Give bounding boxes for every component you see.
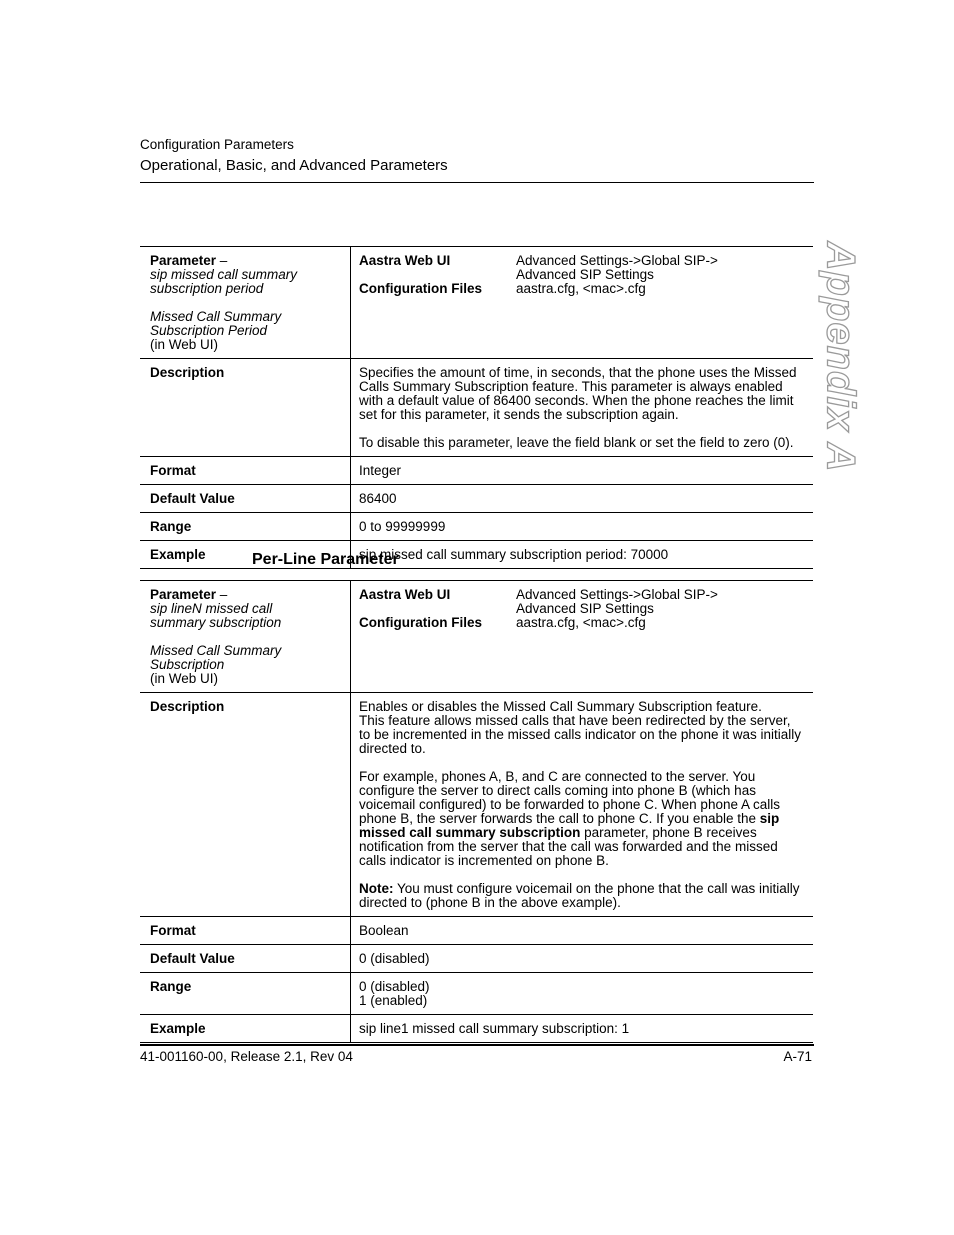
description-line: to be incremented in the missed calls indicator on the phone it was initially <box>359 727 801 742</box>
footer-divider <box>140 1044 814 1046</box>
example-value: sip missed call summary subscription period: 70000 <box>351 541 814 569</box>
aastra-web-ui-path-line: Advanced SIP Settings <box>516 267 654 282</box>
appendix-side-tab-label: Appendix A <box>818 241 863 473</box>
range-value: 1 (enabled) <box>359 993 428 1008</box>
appendix-side-tab <box>818 241 863 473</box>
note-line <box>359 882 803 896</box>
parameter-cell <box>140 581 351 693</box>
description-param-ref: missed call summary subscription <box>359 825 581 840</box>
table-row-parameter <box>140 247 813 359</box>
webui-name-line: Subscription Period <box>150 323 268 338</box>
aastra-web-ui-label: Aastra Web UI <box>359 587 451 602</box>
description-line: For example, phones A, B, and C are connected to the server. You <box>359 769 756 784</box>
description-text: phone B, the server forwards the call to phone C. If you enable the <box>359 811 760 826</box>
page-number: A-71 <box>783 1049 812 1064</box>
table-row-range <box>140 973 813 1015</box>
description-line: To disable this parameter, leave the field blank or set the field to zero (0). <box>359 435 794 450</box>
parameter-label: Parameter <box>150 587 217 602</box>
running-header-section: Configuration Parameters <box>140 137 294 152</box>
default-value-label: Default Value <box>140 945 351 973</box>
webui-name-line: Subscription <box>150 657 225 672</box>
description-line: directed to. <box>359 741 426 756</box>
description-cell <box>351 693 814 917</box>
example-label: Example <box>140 541 351 569</box>
table-row-format <box>140 917 813 945</box>
table-row-range <box>140 513 813 541</box>
parameter-name-line: sip lineN missed call <box>150 601 273 616</box>
description-line: Specifies the amount of time, in seconds, that the phone uses the Missed <box>359 365 797 380</box>
aastra-web-ui-path-line: Advanced SIP Settings <box>516 601 654 616</box>
running-header-subsection: Operational, Basic, and Advanced Parameters <box>140 157 448 174</box>
description-line: set for this parameter, it sends the subscription again. <box>359 407 679 422</box>
default-value-label: Default Value <box>140 485 351 513</box>
format-label: Format <box>140 917 351 945</box>
description-param-ref: sip <box>759 811 780 826</box>
format-value: Boolean <box>351 917 814 945</box>
aastra-web-ui-path-line: Advanced Settings->Global SIP-> <box>516 253 718 268</box>
description-text: parameter, phone B receives <box>580 825 757 840</box>
description-line: Calls Summary Subscription feature. This parameter is always enabled <box>359 379 783 394</box>
description-line: This feature allows missed calls that have been redirected by the server, <box>359 713 791 728</box>
description-label: Description <box>140 359 351 457</box>
range-cell <box>351 973 814 1015</box>
config-files-value: aastra.cfg, <mac>.cfg <box>516 615 646 630</box>
description-cell <box>351 359 814 457</box>
description-line <box>359 812 803 826</box>
default-value: 0 (disabled) <box>351 945 814 973</box>
note-line: directed to (phone B in the above example). <box>359 895 621 910</box>
table-row-description <box>140 693 813 917</box>
aastra-web-ui-path-line: Advanced Settings->Global SIP-> <box>516 587 718 602</box>
header-divider <box>140 182 814 183</box>
location-cell <box>351 581 814 693</box>
webui-name-line: Missed Call Summary <box>150 309 282 324</box>
location-cell <box>351 247 814 359</box>
description-line: with a default value of 86400 seconds. When the phone reaches the limit <box>359 393 794 408</box>
table-row-default <box>140 485 813 513</box>
parameter-name-line: sip missed call summary <box>150 267 298 282</box>
parameter-table-subscription-period <box>140 246 813 569</box>
parameter-dash: – <box>216 253 228 268</box>
note-text: You must configure voicemail on the phone that the call was initially <box>393 881 800 896</box>
description-line: Enables or disables the Missed Call Summary Subscription feature. <box>359 699 762 714</box>
config-files-value: aastra.cfg, <mac>.cfg <box>516 281 646 296</box>
webui-note: (in Web UI) <box>150 337 219 352</box>
description-line: configure the server to direct calls coming into phone B (which has <box>359 783 756 798</box>
table-row-description <box>140 359 813 457</box>
range-label: Range <box>140 973 351 1015</box>
parameter-dash: – <box>216 587 228 602</box>
parameter-cell <box>140 247 351 359</box>
webui-name-line: Missed Call Summary <box>150 643 282 658</box>
parameter-table-line-subscription <box>140 580 813 1043</box>
table-row-format <box>140 457 813 485</box>
note-label: Note: <box>359 881 394 896</box>
parameter-name-line: subscription period <box>150 281 264 296</box>
config-files-label: Configuration Files <box>359 281 482 296</box>
example-label: Example <box>140 1015 351 1043</box>
aastra-web-ui-label: Aastra Web UI <box>359 253 451 268</box>
config-files-label: Configuration Files <box>359 615 482 630</box>
webui-note: (in Web UI) <box>150 671 219 686</box>
range-value: 0 (disabled) <box>359 979 430 994</box>
description-label: Description <box>140 693 351 917</box>
description-line <box>359 826 803 840</box>
table-row-example <box>140 1015 813 1043</box>
default-value: 86400 <box>351 485 814 513</box>
description-line: voicemail configured) to be forwarded to phone C. When phone A calls <box>359 797 780 812</box>
table-row-parameter <box>140 581 813 693</box>
table-row-default <box>140 945 813 973</box>
footer-doc-id: 41-001160-00, Release 2.1, Rev 04 <box>140 1049 353 1064</box>
table-row-example <box>140 541 813 569</box>
description-line: calls indicator is incremented on phone B. <box>359 853 609 868</box>
range-label: Range <box>140 513 351 541</box>
format-value: Integer <box>351 457 814 485</box>
section-heading: Per-Line Parameter <box>252 551 399 568</box>
range-value: 0 to 99999999 <box>351 513 814 541</box>
example-value: sip line1 missed call summary subscription: 1 <box>351 1015 814 1043</box>
format-label: Format <box>140 457 351 485</box>
description-line: notification from the server that the call was forwarded and the missed <box>359 839 778 854</box>
parameter-label: Parameter <box>150 253 217 268</box>
parameter-name-line: summary subscription <box>150 615 282 630</box>
